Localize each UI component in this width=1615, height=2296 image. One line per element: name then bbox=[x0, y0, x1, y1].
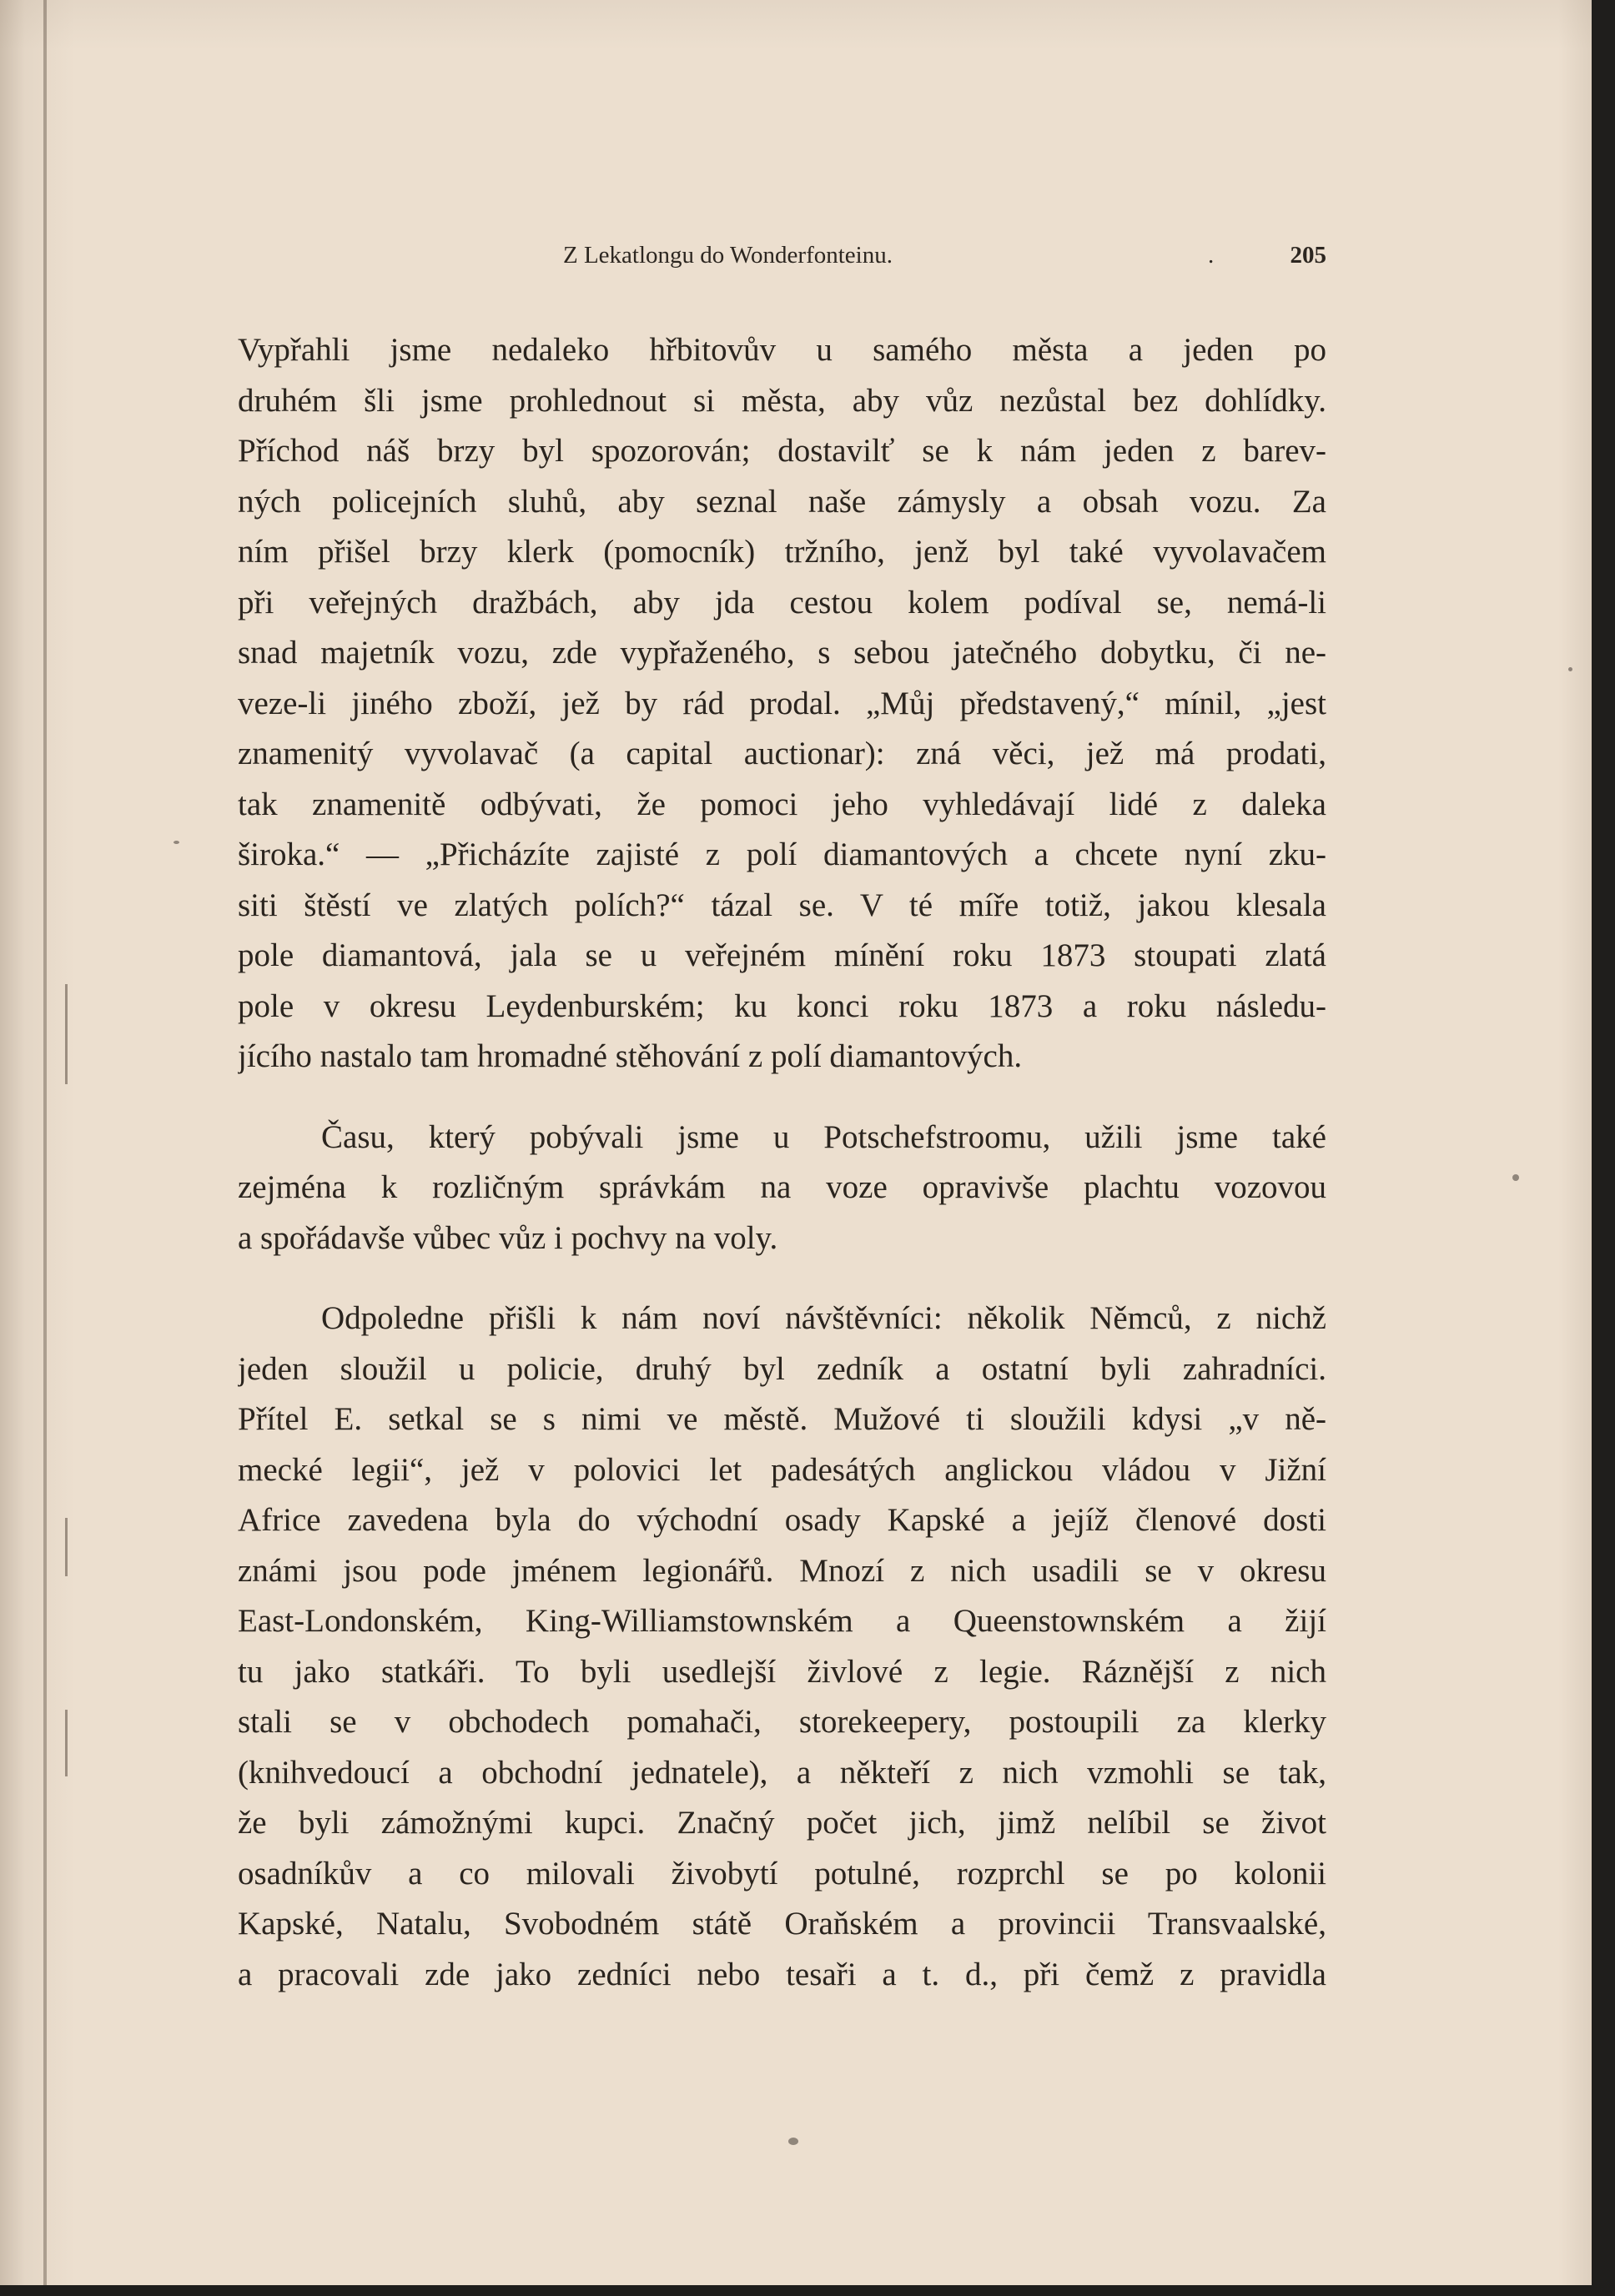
text-line: při veřejných dražbách, aby jda cestou kolem podíval se, nemá-li bbox=[238, 584, 1326, 620]
text-line: tu jako statkáři. To byli usedlejší živlové z legie. Ráznější z nich bbox=[238, 1653, 1326, 1690]
text-line: ním přišel brzy klerk (pomocník) tržního, jenž byl také vyvolavačem bbox=[238, 534, 1326, 570]
running-title: Z Lekatlongu do Wonderfonteinu. bbox=[563, 242, 893, 269]
text-line: a spořádavše vůbec vůz i pochvy na voly. bbox=[238, 1219, 778, 1256]
paragraph bbox=[238, 325, 1326, 1083]
paragraph-gap bbox=[238, 1083, 1326, 1113]
text-line: pole diamantová, jala se u veřejném mínění roku 1873 stoupati zlatá bbox=[238, 937, 1326, 973]
text-line: zejména k rozličným správkám na voze opravivše plachtu vozovou bbox=[238, 1169, 1326, 1205]
paragraph bbox=[238, 1294, 1326, 2000]
text-line: veze-li jiného zboží, jež by rád prodal. „Můj představený,“ mínil, „jest bbox=[238, 685, 1326, 721]
text-line: druhém šli jsme prohlednout si města, aby vůz nezůstal bez dohlídky. bbox=[238, 382, 1326, 419]
text-line: Přítel E. setkal se s nimi ve městě. Mužové ti sloužili kdysi „v ně- bbox=[238, 1401, 1326, 1437]
text-line: pole v okresu Leydenburském; ku konci roku 1873 a roku následu- bbox=[238, 987, 1326, 1024]
text-line: a pracovali zde jako zedníci nebo tesaři a t. d., při čemž z pravidla bbox=[238, 1956, 1326, 1992]
text-line: jícího nastalo tam hromadné stěhování z polí diamantových. bbox=[238, 1038, 1023, 1074]
ink-speck bbox=[174, 841, 179, 844]
text-line: osadníkův a co milovali živobytí potulné, rozprchl se po kolonii bbox=[238, 1855, 1326, 1892]
gutter-shadow bbox=[65, 1710, 68, 1776]
running-head bbox=[238, 242, 1326, 275]
text-line: Příchod náš brzy byl spozorován; dostavilť se k nám jeden z barev- bbox=[238, 433, 1326, 469]
text-line: jeden sloužil u policie, druhý byl zedník a ostatní byli zahradníci. bbox=[238, 1350, 1326, 1387]
text-line: Vypřahli jsme nedaleko hřbitovův u samého města a jeden po bbox=[238, 332, 1326, 368]
text-line: stali se v obchodech pomahači, storekeepery, postoupili za klerky bbox=[238, 1704, 1326, 1740]
text-line: známi jsou pode jménem legionářů. Mnozí z nich usadili se v okresu bbox=[238, 1552, 1326, 1589]
ink-speck bbox=[1512, 1174, 1519, 1181]
text-line: ných policejních sluhů, aby seznal naše zámysly a obsah vozu. Za bbox=[238, 483, 1326, 520]
text-line: Odpoledne přišli k nám noví návštěvníci: několik Němců, z nichž bbox=[321, 1300, 1326, 1336]
gutter-shadow bbox=[65, 984, 68, 1084]
text-line: mecké legii“, jež v polovici let padesátých anglickou vládou v Jižní bbox=[238, 1451, 1326, 1488]
text-line: znamenitý vyvolavač (a capital auctionar): zná věci, jež má prodati, bbox=[238, 736, 1326, 771]
text-line: siti štěstí ve zlatých polích?“ tázal se. V té míře totiž, jakou klesala bbox=[238, 887, 1326, 923]
running-dot: . bbox=[1208, 242, 1215, 269]
page-number: 205 bbox=[1290, 242, 1326, 269]
text-line: Africe zavedena byla do východní osady Kapské a jejíž členové dosti bbox=[238, 1502, 1326, 1538]
binding-gutter bbox=[43, 0, 47, 2285]
ink-speck bbox=[1568, 667, 1572, 671]
text-line: (knihvedoucí a obchodní jednatele), a někteří z nich vzmohli se tak, bbox=[238, 1754, 1326, 1791]
text-line: že byli zámožnými kupci. Značný počet jich, jimž nelíbil se život bbox=[238, 1805, 1326, 1841]
text-line: široka.“ — „Přicházíte zajisté z polí diamantových a chcete nyní zku- bbox=[238, 837, 1326, 872]
text-line: snad majetník vozu, zde vypřaženého, s sebou jatečného dobytku, či ne- bbox=[238, 635, 1326, 671]
text-line: tak znamenitě odbývati, že pomoci jeho vyhledávají lidé z daleka bbox=[238, 786, 1326, 822]
text-body bbox=[238, 325, 1326, 2000]
text-line: Času, který pobývali jsme u Potschefstroomu, užili jsme také bbox=[321, 1118, 1326, 1155]
gutter-shadow bbox=[65, 1518, 68, 1576]
text-line: Kapské, Natalu, Svobodném státě Oraňském a provincii Transvaalské, bbox=[238, 1906, 1326, 1942]
paragraph-gap bbox=[238, 1264, 1326, 1294]
ink-speck bbox=[788, 2138, 798, 2145]
paragraph bbox=[238, 1113, 1326, 1264]
text-line: East-Londonském, King-Williamstownském a Queenstownském a žijí bbox=[238, 1603, 1326, 1639]
